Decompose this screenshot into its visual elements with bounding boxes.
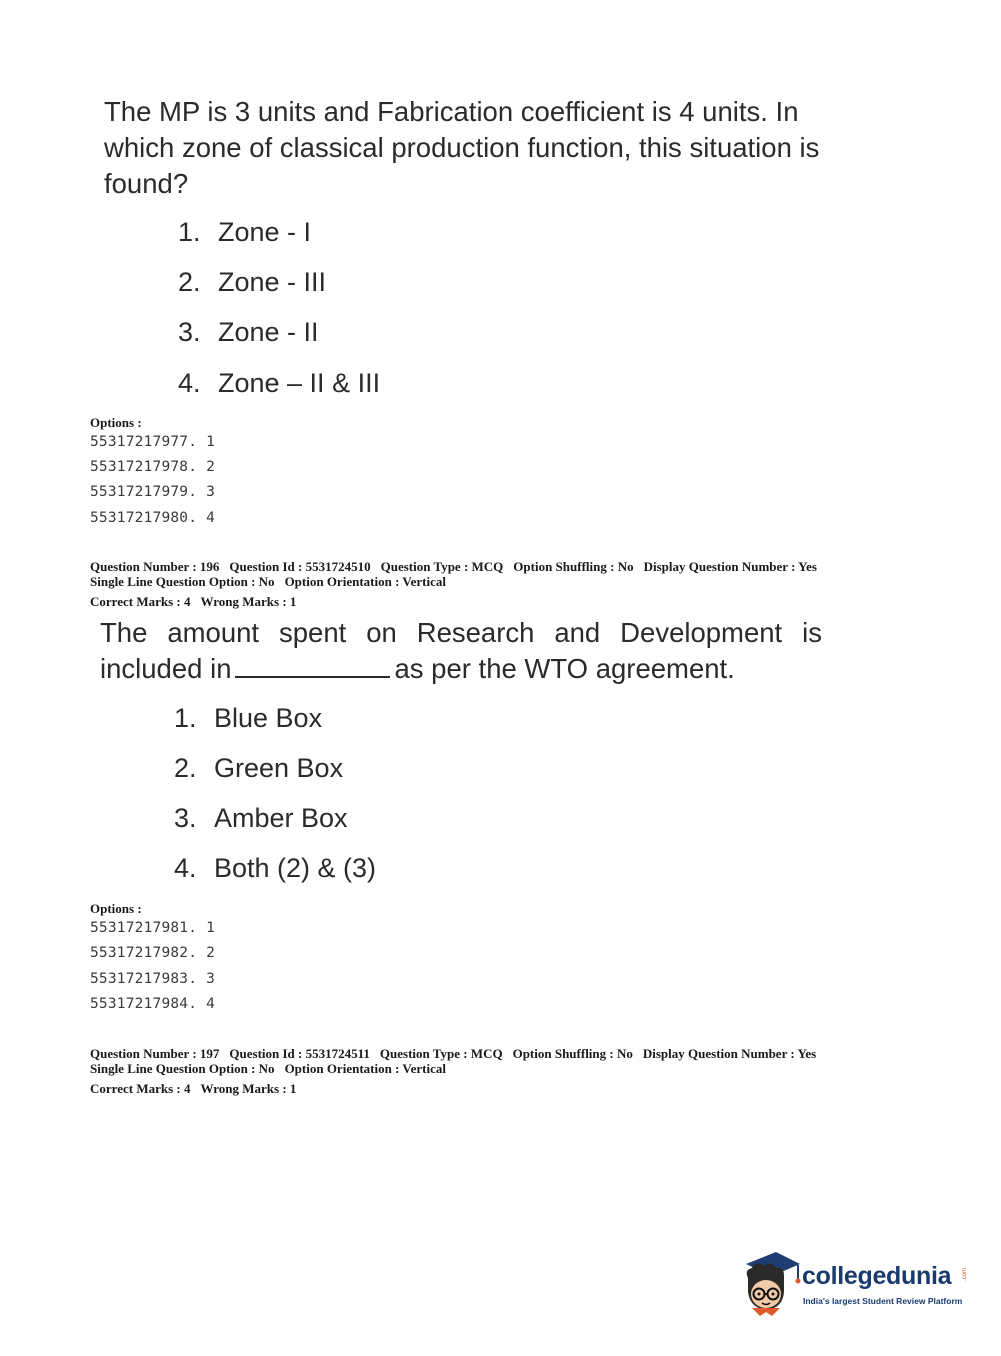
- answer-option: 1. Blue Box: [174, 703, 323, 733]
- option-id: 55317217977. 1: [90, 434, 216, 450]
- question-line: The MP is 3 units and Fabrication coefficient is 4 units. In: [104, 96, 799, 127]
- logo-tagline: India's largest Student Review Platform: [803, 1296, 963, 1306]
- question-line: which zone of classical production function, this situation is: [104, 132, 820, 163]
- answer-option: 2. Green Box: [174, 753, 344, 783]
- answer-option: 2. Zone - III: [178, 267, 327, 297]
- option-id: 55317217979. 3: [90, 484, 216, 500]
- question-meta: Question Number : 196 Question Id : 5531724510 Question Type : MCQ Option Shuffling : No Display Question Number : Yes Single Line Question Option : No Option Orientation : Vertical Correct Marks : 4 Wrong Marks : 1: [90, 559, 817, 609]
- option-id: 55317217978. 2: [90, 459, 216, 475]
- answer-option: 3. Amber Box: [174, 803, 348, 833]
- option-id: 55317217984. 4: [90, 996, 216, 1012]
- option-id: 55317217980. 4: [90, 510, 216, 526]
- option-id: 55317217981. 1: [90, 920, 216, 936]
- options-label: Options :: [90, 415, 142, 430]
- option-id: 55317217982. 2: [90, 945, 216, 961]
- collegedunia-logo[interactable]: [740, 1250, 970, 1320]
- question-line: The amount spent on Research and Development is: [100, 617, 822, 648]
- question-text: [100, 615, 822, 687]
- answer-option: 3. Zone - II: [178, 317, 319, 347]
- question-line: included in as per the WTO agreement.: [100, 653, 735, 684]
- mascot-icon: [740, 1250, 802, 1320]
- logo-wordmark: collegedunia: [802, 1262, 952, 1290]
- options-label: Options :: [90, 901, 142, 916]
- question-line: found?: [104, 168, 189, 199]
- question-meta: Question Number : 197 Question Id : 5531724511 Question Type : MCQ Option Shuffling : No Display Question Number : Yes Single Line Question Option : No Option Orientation : Vertical Correct Marks : 4 Wrong Marks : 1: [90, 1046, 817, 1096]
- answer-blank: [235, 654, 390, 678]
- question-text: [104, 94, 844, 202]
- logo-domain: .com: [962, 1268, 968, 1282]
- answer-option: 4. Both (2) & (3): [174, 853, 377, 883]
- option-id: 55317217983. 3: [90, 971, 216, 987]
- answer-option: 1. Zone - I: [178, 217, 312, 247]
- answer-option: 4. Zone – II & III: [178, 368, 381, 398]
